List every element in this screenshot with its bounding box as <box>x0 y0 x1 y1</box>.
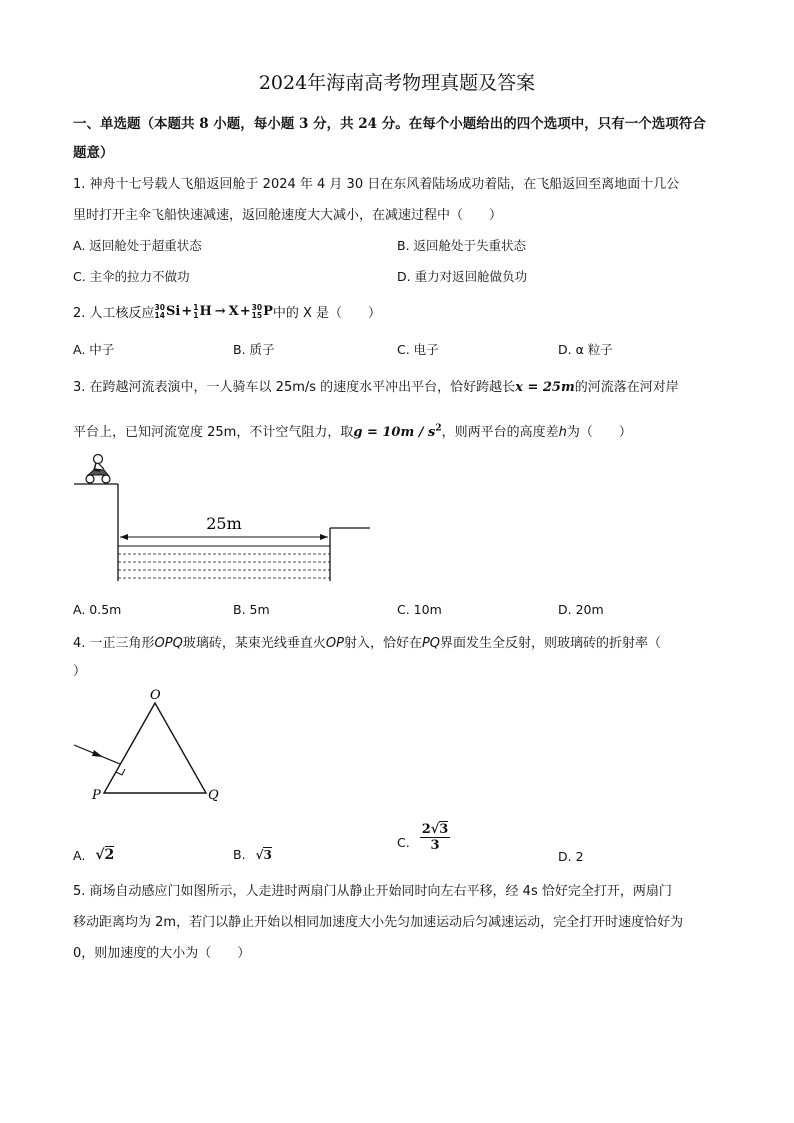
q1-stem-line2: 里时打开主伞飞船快速减速，返回舱速度大大减小，在减速过程中（ ） <box>73 208 503 223</box>
h-symbol: H <box>199 304 212 319</box>
q1-stem-line1: 1. 神舟十七号载人飞船返回舱于 2024 年 4 月 30 日在东风着陆场成功着陆，在飞船返回至离地面十几公 <box>73 177 680 192</box>
si-symbol: Si <box>165 304 181 319</box>
plus-sign: + <box>181 304 193 319</box>
q4-option-a <box>73 847 114 863</box>
q3-x-equation: x = 25m <box>515 380 575 395</box>
q3-option-a: A. 0.5m <box>73 602 122 617</box>
q4-text-b: 玻璃砖，某束光线垂直火 <box>182 636 326 651</box>
ray-arrow-icon <box>92 750 103 757</box>
p-mass-number: 30 <box>251 303 263 312</box>
x-symbol: X <box>228 304 239 319</box>
q2-prefix: 2. 人工核反应 <box>73 306 155 321</box>
q4-text-d: 界面发生全反射，则玻璃砖的折射率（ <box>440 636 662 651</box>
q3-option-d: D. 20m <box>558 602 604 617</box>
q2-stem <box>73 302 381 321</box>
q1-option-b: B. 返回舱处于失重状态 <box>397 238 527 253</box>
q3-g-exponent: 2 <box>435 423 442 434</box>
sqrt-2: √2 <box>95 847 115 863</box>
q4-option-d: D. 2 <box>558 849 584 864</box>
motorcycle-rider-icon <box>86 455 110 484</box>
q3-stem-line2 <box>73 421 632 440</box>
q3-g-equation: g = 10m / s <box>353 425 436 440</box>
sqrt-2-radicand: 2 <box>104 847 115 863</box>
q3-stem-line1 <box>73 376 679 395</box>
q3-text-c: 平台上，已知河流宽度 25m，不计空气阻力，取 <box>73 425 354 440</box>
h-mass-number: 1 <box>193 303 199 312</box>
q4-op: OP <box>325 636 344 651</box>
q3-text-e: 为（ ） <box>566 425 632 440</box>
q4-stem-line2: ） <box>73 664 87 679</box>
q4-text-a: 4. 一正三角形 <box>73 636 155 651</box>
q1-option-a: A. 返回舱处于超重状态 <box>73 238 202 253</box>
q4-text-c: 射入，恰好在 <box>343 636 422 651</box>
q3-text-d: ，则两平台的高度差 <box>441 425 559 440</box>
q3-h-symbol: h <box>558 425 567 440</box>
q4-option-b <box>233 847 272 862</box>
sqrt-3: √3 <box>255 848 272 862</box>
q2-option-a: A. 中子 <box>73 342 115 357</box>
vertex-p-label: P <box>92 788 101 803</box>
nuclide-p <box>252 304 273 319</box>
q2-option-b: B. 质子 <box>233 342 275 357</box>
frac-numerator-coef: 2 <box>421 822 431 837</box>
si-atomic-number: 14 <box>154 310 165 320</box>
q2-suffix: 中的 X 是（ ） <box>272 306 382 321</box>
frac-numerator-radicand: 3 <box>439 822 449 837</box>
nuclide-si <box>155 304 181 319</box>
q5-stem-line1: 5. 商场自动感应门如图所示，人走进时两扇门从静止开始同时向左右平移，经 4s 恰好完全打开，两扇门 <box>73 884 672 899</box>
h-atomic-number: 1 <box>193 310 199 320</box>
river-width-label: 25m <box>206 514 242 533</box>
p-symbol: P <box>263 304 273 319</box>
q4-pq: PQ <box>421 636 441 651</box>
reaction-arrow: → <box>214 304 226 319</box>
nuclide-h <box>193 304 212 319</box>
q1-option-d: D. 重力对返回舱做负功 <box>397 269 528 284</box>
sqrt-3-radicand: 3 <box>263 848 272 862</box>
section-header-cont: 题意） <box>73 145 114 161</box>
q4-b-prefix: B. <box>233 847 246 862</box>
frac-denominator: 3 <box>430 838 440 853</box>
q4-opq: OPQ <box>154 636 183 651</box>
p-atomic-number: 15 <box>251 310 263 320</box>
q3-text-b: 的河流落在河对岸 <box>574 380 679 395</box>
plus-sign-2: + <box>239 304 251 319</box>
q3-option-b: B. 5m <box>233 602 270 617</box>
vertex-o-label: O <box>150 688 161 703</box>
section-header: 一、单选题（本题共 8 小题，每小题 3 分，共 24 分。在每个小题给出的四个选项中，只有一个选项符合 <box>73 116 706 132</box>
si-mass-number: 30 <box>154 303 165 312</box>
river-jump-diagram <box>70 450 370 590</box>
page-title: 2024年海南高考物理真题及答案 <box>258 72 536 94</box>
q5-stem-line2: 移动距离均为 2m，若门以静止开始以相同加速度大小先匀加速运动后匀减速运动，完全打开时速度恰好为 <box>73 915 684 930</box>
fraction-2sqrt3-over-3: $\frac{2√3}{3}$ <box>421 822 449 853</box>
q2-option-c: C. 电子 <box>397 342 439 357</box>
q1-option-c: C. 主伞的拉力不做功 <box>73 269 190 284</box>
q4-option-c <box>397 822 450 853</box>
vertex-q-label: Q <box>208 788 219 803</box>
triangle-prism-diagram <box>70 685 240 810</box>
q4-a-prefix: A. <box>73 848 86 863</box>
q3-option-c: C. 10m <box>397 602 442 617</box>
q5-stem-line3: 0，则加速度的大小为（ ） <box>73 946 251 961</box>
q4-stem-line1 <box>73 632 661 651</box>
q4-c-prefix: C. <box>397 835 410 850</box>
q3-text-a: 3. 在跨越河流表演中，一人骑车以 25m/s 的速度水平冲出平台，恰好跨越长 <box>73 380 516 395</box>
q2-option-d: D. α 粒子 <box>558 342 613 357</box>
